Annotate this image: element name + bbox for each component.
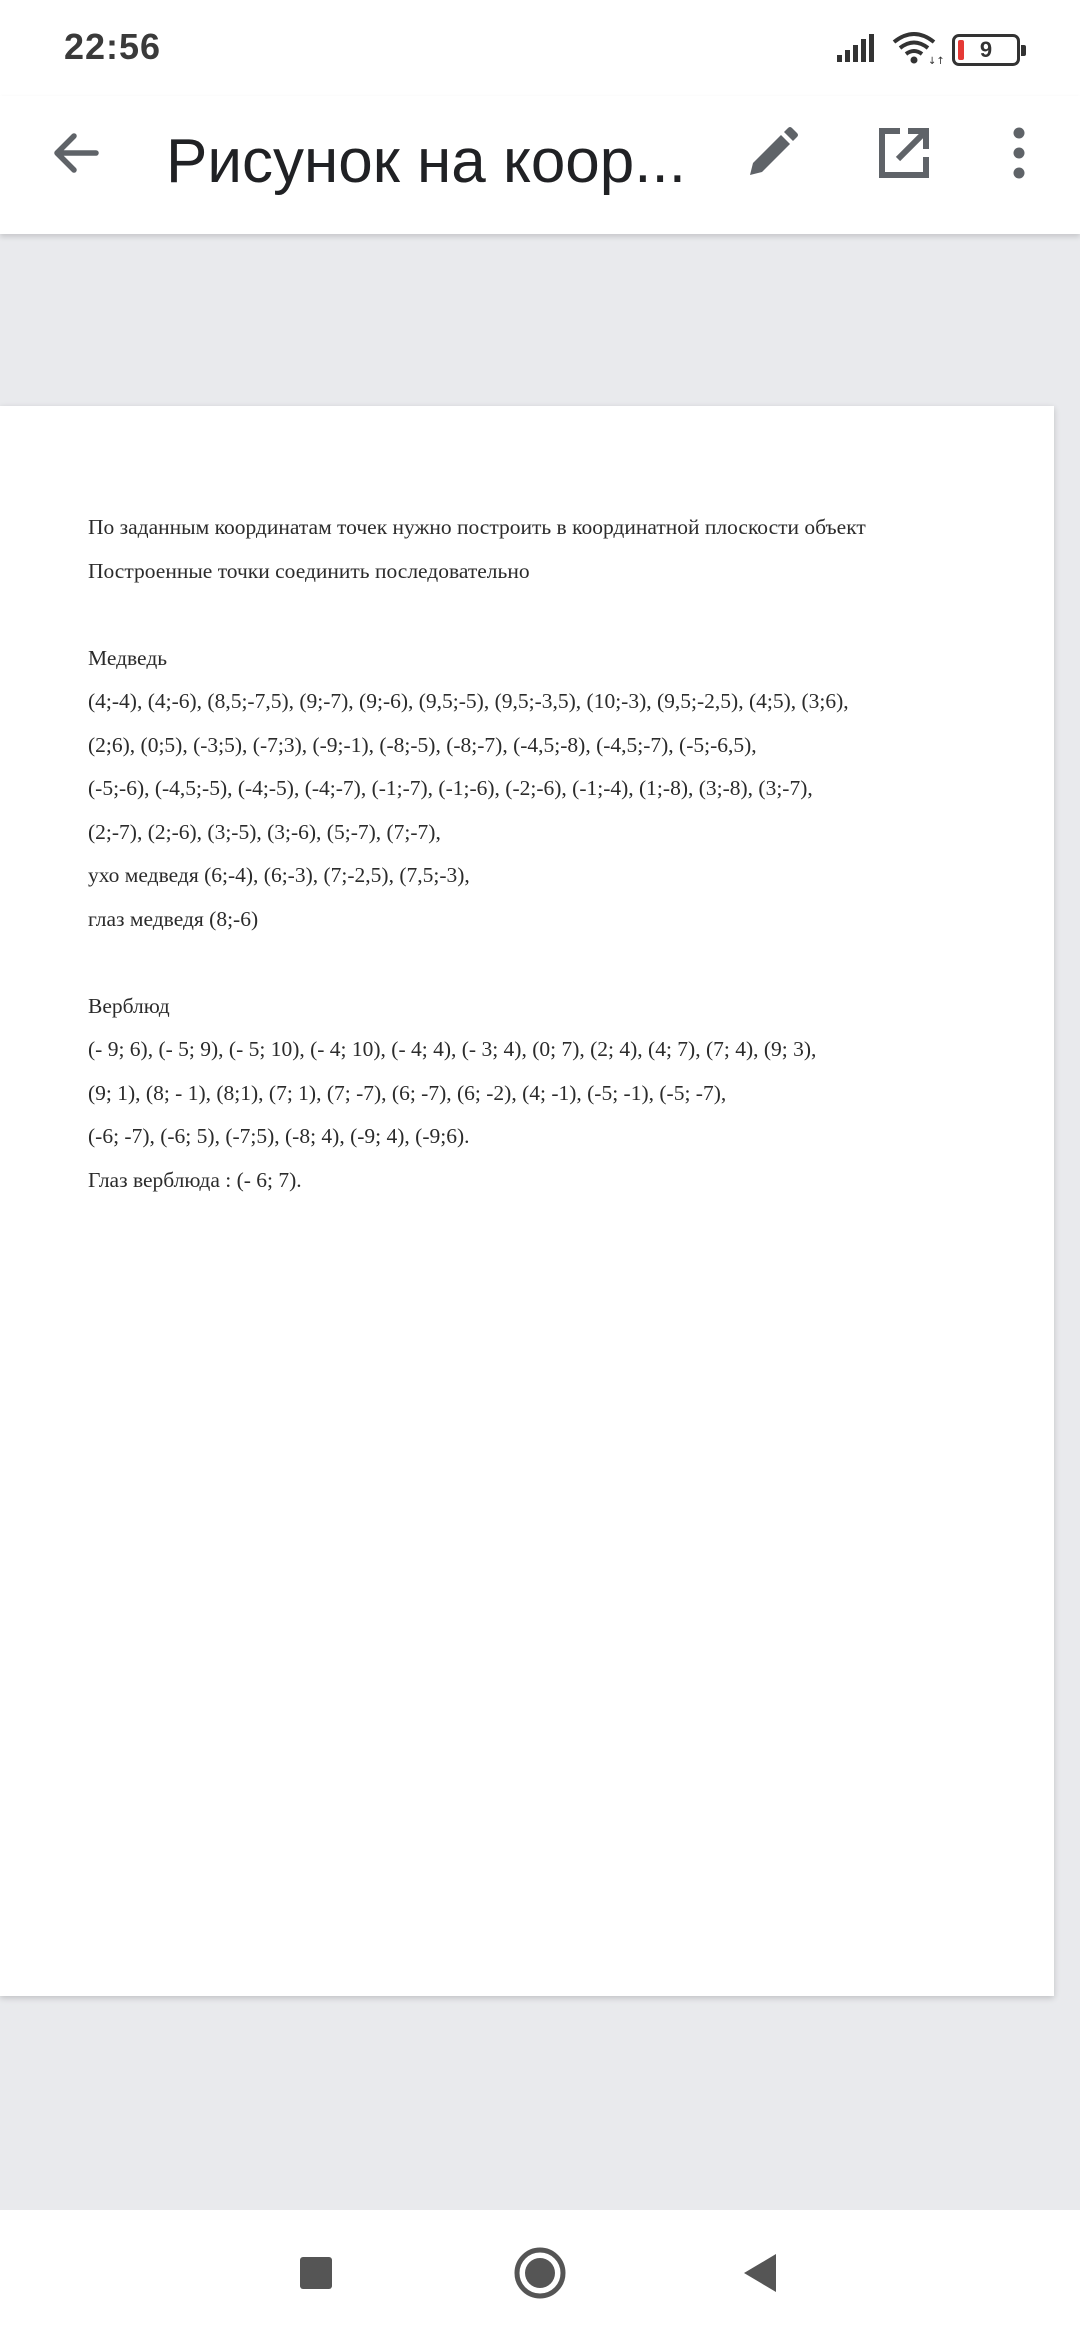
battery-level: 9 [979,37,993,62]
document-line: (-5;-6), (-4,5;-5), (-4;-5), (-4;-7), (-1;-7), (-1;-6), (-2;-6), (-1;-4), (1;-8), (3;-8), (3;-7), [88,776,813,800]
document-line: (9; 1), (8; - 1), (8;1), (7; 1), (7; -7), (6; -7), (6; -2), (4; -1), (-5; -1), (-5; -7), [88,1080,727,1105]
document-line: (2;6), (0;5), (-3;5), (-7;3), (-9;-1), (-8;-5), (-8;-7), (-4,5;-8), (-4,5;-7), (-5;-6,5), [88,732,757,757]
document-line: Глаз верблюда : (- 6; 7). [88,1167,302,1192]
recents-square-icon [298,2255,334,2296]
system-nav-bar [0,2210,1080,2340]
wifi-icon [892,31,945,70]
document-line: (4;-4), (4;-6), (8,5;-7,5), (9;-7), (9;-6), (9,5;-5), (9,5;-3,5), (10;-3), (9,5;-2,5), (4;5), (3;6), [88,689,849,713]
document-page[interactable] [0,406,1054,1996]
document-line: По заданным координатам точек нужно построить в координатной плоскости объект [88,515,866,539]
document-line: (- 9; 6), (- 5; 9), (- 5; 10), (- 4; 10), (- 4; 4), (- 3; 4), (0; 7), (2; 4), (4; 7), (7; 4), (9; 3), [88,1037,817,1061]
home-button[interactable] [500,2235,580,2315]
signal-icon [836,33,876,68]
svg-text:↓↑: ↓↑ [928,55,945,67]
page-title: Рисунок на коор... [166,127,686,196]
more-vert-icon [1009,125,1029,186]
status-bar [0,0,1080,96]
edit-button[interactable] [732,115,812,195]
edit-pencil-icon [744,125,800,186]
back-arrow-icon [50,127,102,184]
status-time: 22:56 [64,26,162,67]
document-line: Медведь [88,645,168,670]
document-line: ухо медведя (6;-4), (6;-3), (7;-2,5), (7,5;-3), [88,863,470,887]
open-external-button[interactable] [864,115,944,195]
back-nav-button[interactable] [720,2235,800,2315]
document-text [88,506,988,1202]
blank-line [88,941,988,985]
back-button[interactable] [36,115,116,195]
document-line: (-6; -7), (-6; 5), (-7;5), (-8; 4), (-9; 4), (-9;6). [88,1124,470,1148]
document-line: (2;-7), (2;-6), (3;-5), (3;-6), (5;-7), (7;-7), [88,819,441,844]
back-triangle-icon [740,2252,780,2299]
blank-line [88,593,988,637]
document-line: Построенные точки соединить последовательно [88,558,530,583]
more-options-button[interactable] [979,115,1059,195]
battery-icon [952,34,1020,66]
open-external-icon [876,125,932,186]
status-icons [836,30,1020,70]
document-line: Верблюд [88,993,170,1018]
app-bar [0,96,1080,234]
home-circle-icon [513,2246,567,2305]
document-line: глаз медведя (8;-6) [88,906,259,931]
recents-button[interactable] [276,2235,356,2315]
